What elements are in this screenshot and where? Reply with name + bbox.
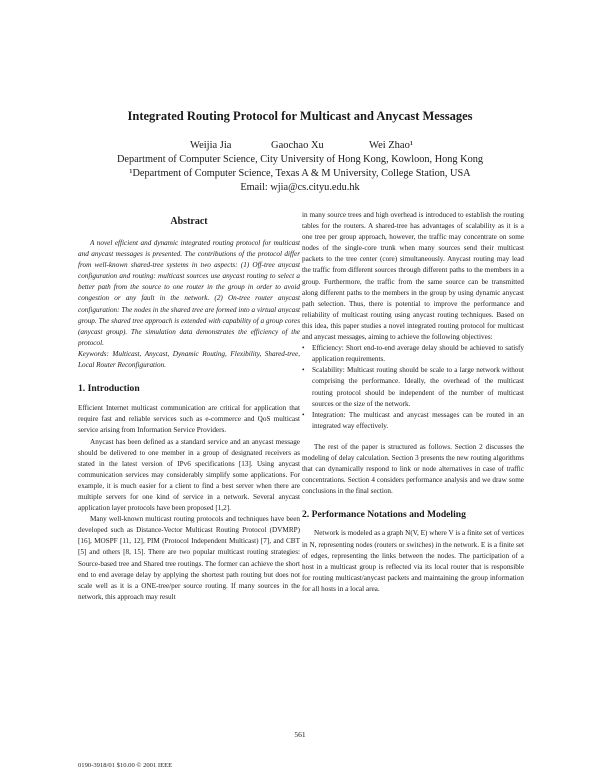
email: Email: wjia@cs.cityu.edu.hk bbox=[240, 182, 360, 193]
paper-title: Integrated Routing Protocol for Multicast and Anycast Messages bbox=[127, 109, 473, 123]
paper-structure-paragraph: The rest of the paper is structured as follows. Section 2 discusses the modeling of delay calculation. Section 3 presents the new routing algorithms that can dynamically respond to link or node alternatives in case of traffic concentrations. Section 4 considers performance analysis and we draw some conclusions in the final section. bbox=[302, 442, 524, 496]
section-heading-performance: 2. Performance Notations and Modeling bbox=[302, 509, 466, 521]
affiliation-2: ¹Department of Computer Science, Texas A & M University, College Station, USA bbox=[129, 168, 471, 179]
left-column bbox=[78, 238, 300, 603]
page-number: 561 bbox=[294, 730, 306, 739]
section-heading-introduction: 1. Introduction bbox=[78, 383, 140, 395]
objective-item: • Scalability: Multicast routing should be scale to a large network without comprising the performance. Ideally, the overhead of the multicast routing protocol should be independent of the number of multicast sources or the size of the network. bbox=[302, 365, 524, 409]
objectives-list bbox=[302, 343, 524, 432]
right-paragraph-1: in many source trees and high overhead is introduced to establish the routing tables for the routers. A shared-tree has advantages of scalability as it is a one tree per group approach, however, the traffic may concentrate on some nodes of the single-core trunk when many sources send their multicast packets to the tree center (core) simultaneously. Anycast routing may lead the traffic from different sources through different paths to the members in a group. Furthermore, the traffic from the same source can be transmitted along different paths to the members in the group by using dynamic anycast path selection. Thus, there is potential to improve the performance and reliability of multicast routing using anycast routing techniques. Based on this idea, this paper studies a novel integrated routing protocol for multicast and anycast messages, aiming to achieve the following objectives: bbox=[302, 211, 524, 342]
intro-paragraph-1: Efficient Internet multicast communication are critical for application that require fast and reliable services such as e-commerce and QoS multicast service arising from Information Service Providers. bbox=[78, 404, 300, 435]
author-3: Wei Zhao¹ bbox=[369, 140, 413, 151]
intro-paragraph-2: Anycast has been defined as a standard service and an anycast message should be delivered to one member in a group of designated receivers as stated in the latest version of IPv6 specifications [13]. Using anycast communication services may considerably simplify some applications. For example, it is much easier for a client to find a best server when there are multiple servers for one kind of service in a network. Several anycast application layer protocols have been proposed [1,2]. bbox=[78, 437, 300, 513]
author-list bbox=[0, 140, 600, 154]
author-2: Gaochao Xu bbox=[271, 140, 324, 151]
keywords: Keywords: Multicast, Anycast, Dynamic Routing, Flexibility, Shared-tree, Local Router Reconfiguration. bbox=[78, 349, 300, 370]
abstract-heading: Abstract bbox=[170, 216, 208, 227]
objective-item: • Integration: The multicast and anycast messages can be routed in an integrated way effectively. bbox=[302, 410, 524, 432]
author-1: Weijia Jia bbox=[190, 140, 232, 151]
abstract-body: A novel efficient and dynamic integrated routing protocol for multicast and anycast messages is presented. The contributions of the protocol differ from well-known shared-tree systems in two aspects: (1) Off-tree anycast configuration and routing: multicast sources use anycast routing to select a better path from the source to one router in the group in order to avoid congestion or any fault in the network. (2) On-tree router anycast configuration: The nodes in the shared tree are formed into a virtual anycast group. The shared tree approach is extended with capability of a group cores (anycast group). The simulation data demonstrates the efficiency of the protocol. bbox=[78, 239, 300, 347]
network-model-paragraph: Network is modeled as a graph N(V, E) where V is a finite set of vertices in N, representing nodes (routers or switches) in the network. E is a finite set of edges, representing the links between the nodes. The participation of a host in a multicast group is reflected via its local router that is responsible for routing multicast/anycast packets and maintaining the group information for all hosts in a local area. bbox=[302, 529, 524, 593]
intro-paragraph-3: Many well-known multicast routing protocols and techniques have been developed such as Distance-Vector Multicast Routing Protocol (DVMRP) [16], MOSPF [11, 12], PIM (Protocol Independent Multicast) [7], and CBT [5] and others [8, 15]. There are two popular multicast routing strategies: Source-based tree and Shared tree routings. The former can achieve the short end to end average delay by applying the shortest path routing but does not scale well as it is a ONE-tree/per source routing. If many sources in the network, this approach may result bbox=[78, 515, 300, 601]
objective-item: • Efficiency: Short end-to-end average delay should be achieved to satisfy application requirements. bbox=[302, 343, 524, 365]
copyright-footer: 0190-3918/01 $10.00 © 2001 IEEE bbox=[78, 762, 173, 769]
affiliation-1: Department of Computer Science, City University of Hong Kong, Kowloon, Hong Kong bbox=[116, 154, 484, 165]
right-column bbox=[302, 210, 524, 595]
